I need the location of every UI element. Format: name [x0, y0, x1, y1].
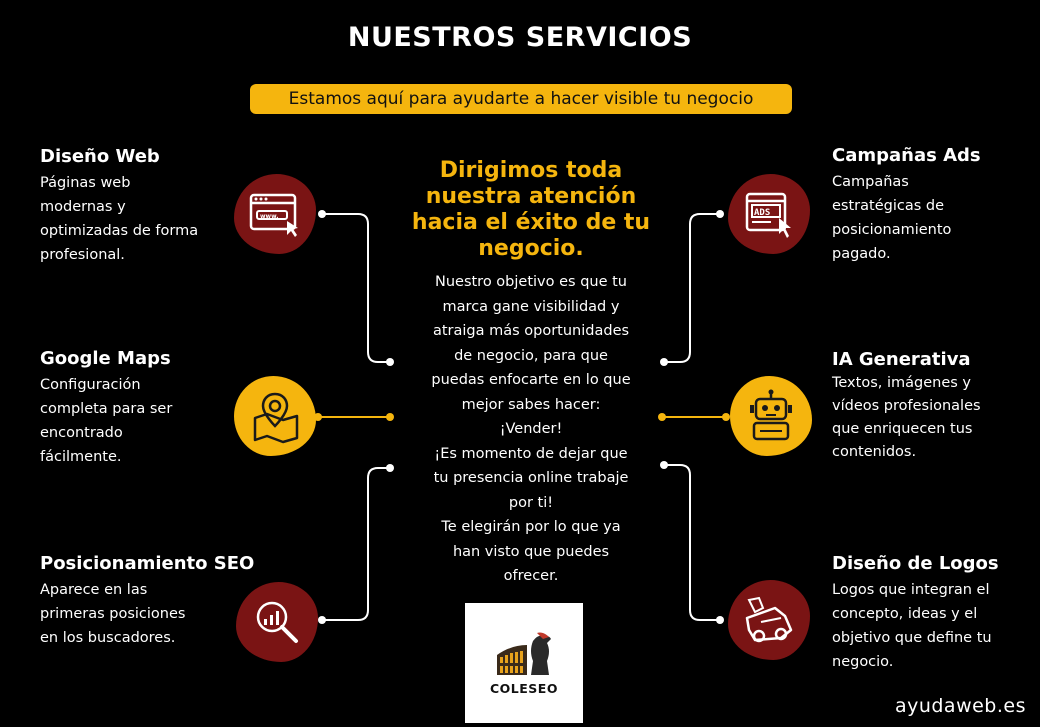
page-title: NUESTROS SERVICIOS: [347, 22, 693, 53]
brand-logo: [465, 603, 583, 723]
service-description: Textos, imágenes y vídeos profesionales que enriquecen tus contenidos.: [832, 375, 981, 460]
service-description: Campañas estratégicas de posicionamiento pagado.: [832, 174, 952, 262]
service-title: Diseño Web: [40, 146, 160, 167]
center-body-text: Nuestro objetivo es que tu marca gane visibilidad y atraiga más oportunidades de negocio, para que puedas enfocarte en lo que mejor sabes hacer: ¡Vender! ¡Es momento de dejar que tu presencia online trabaje por ti! Te elegirán por lo que ya han visto que puedes ofrecer.: [431, 274, 631, 584]
service-logos: [832, 553, 1037, 674]
service-description: Aparece en las primeras posiciones en los buscadores.: [40, 582, 186, 646]
seo-magnifier-icon: [236, 582, 318, 662]
svg-text:ADS: ADS: [754, 208, 771, 218]
center-heading: Dirigimos toda nuestra atención hacia el éxito de tu negocio.: [411, 158, 651, 261]
service-title: Campañas Ads: [832, 145, 981, 166]
brand-name: COLESEO: [490, 680, 558, 696]
service-title: Diseño de Logos: [832, 553, 999, 574]
subtitle-banner: Estamos aquí para ayudarte a hacer visible tu negocio: [250, 84, 792, 114]
service-ai: [832, 349, 1032, 464]
service-title: Posicionamiento SEO: [40, 553, 255, 574]
connector-right-top: [664, 214, 720, 362]
service-web-design: [40, 146, 240, 267]
connector-right-bottom: [664, 465, 720, 620]
colosseum-logo-icon: [493, 631, 555, 679]
service-title: IA Generativa: [832, 349, 971, 370]
svg-text:www.: www.: [260, 213, 279, 220]
connector-left-bottom: [322, 468, 390, 620]
browser-cursor-icon: [234, 174, 316, 254]
watermark: ayudaweb.es: [894, 695, 1026, 717]
service-google-maps: [40, 348, 240, 469]
service-description: Configuración completa para ser encontrado fácilmente.: [40, 377, 173, 465]
logo-design-icon: [728, 580, 810, 660]
ads-screen-icon: [728, 174, 810, 254]
connector-left-top: [322, 214, 390, 362]
service-description: Páginas web modernas y optimizadas de forma profesional.: [40, 175, 199, 263]
service-description: Logos que integran el concepto, ideas y el objetivo que define tu negocio.: [832, 582, 992, 670]
service-title: Google Maps: [40, 348, 171, 369]
service-ads: [832, 145, 1032, 266]
